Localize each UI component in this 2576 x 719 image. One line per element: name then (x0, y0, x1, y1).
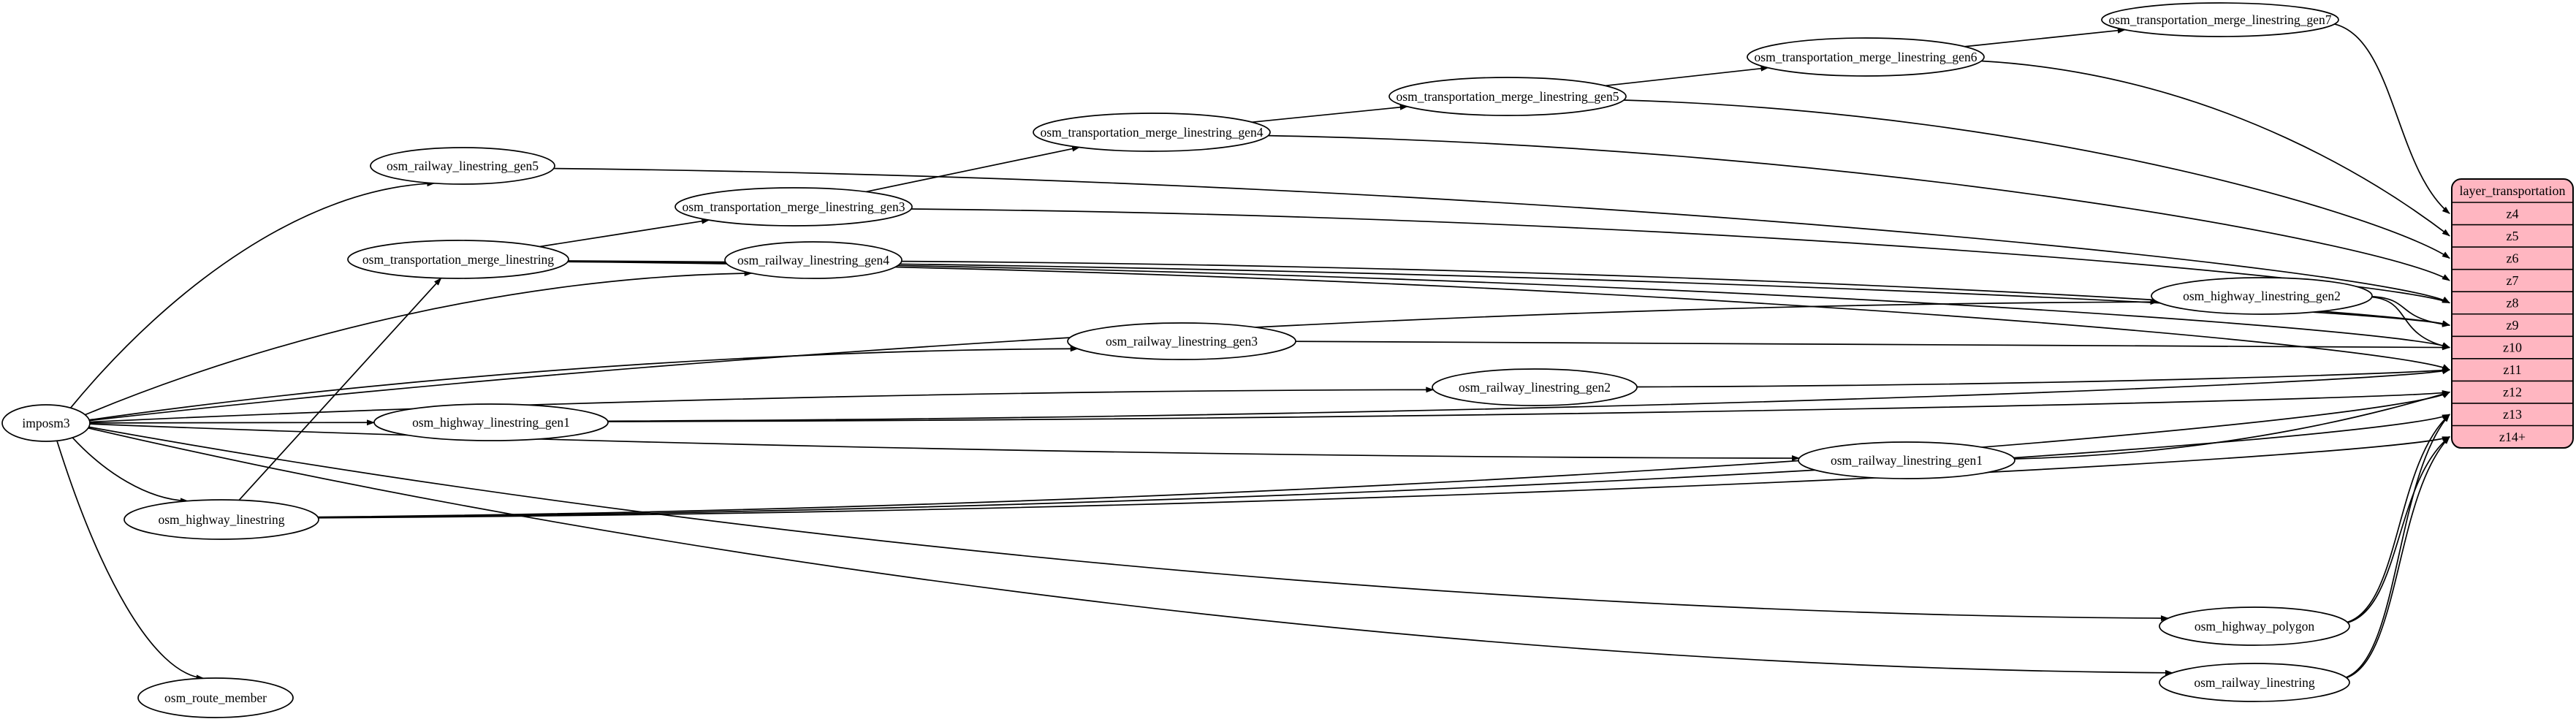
table-node-imposm3 (2, 405, 90, 441)
table-node-osm_railway_linestring_gen5 (371, 148, 555, 184)
edge-osm_transportation_merge_linestring_gen5-to-z6 (1624, 100, 2450, 258)
node-label-osm_railway_linestring_gen1: osm_railway_linestring_gen1 (1830, 453, 1983, 468)
edge-osm_railway_linestring_gen2-to-z11 (1637, 370, 2450, 387)
node-label-osm_transportation_merge_linestring_gen3: osm_transportation_merge_linestring_gen3 (682, 199, 905, 214)
table-node-osm_railway_linestring_gen2 (1432, 369, 1637, 406)
nodes-layer (2, 3, 2372, 718)
node-label-osm_highway_linestring_gen2: osm_highway_linestring_gen2 (2183, 289, 2341, 303)
node-label-osm_route_member: osm_route_member (164, 691, 267, 705)
table-node-osm_transportation_merge_linestring_gen5 (1389, 77, 1626, 115)
edge-osm_transportation_merge_linestring_gen5-to-osm_transportation_merge_linestring_gen6 (1606, 68, 1768, 86)
table-node-osm_transportation_merge_linestring_gen3 (675, 188, 912, 226)
node-label-osm_railway_linestring_gen4: osm_railway_linestring_gen4 (737, 253, 890, 267)
edge-osm_transportation_merge_linestring_gen6-to-osm_transportation_merge_linestring_gen7 (1965, 30, 2125, 47)
table-node-osm_railway_linestring_gen3 (1068, 323, 1296, 360)
edge-osm_highway_polygon-to-z13 (2347, 414, 2450, 622)
node-label-osm_railway_linestring_gen2: osm_railway_linestring_gen2 (1458, 380, 1611, 395)
table-node-osm_highway_linestring_gen1 (374, 404, 608, 441)
layer-table-title: layer_transportation (2459, 183, 2566, 198)
table-node-osm_transportation_merge_linestring_gen7 (2102, 3, 2338, 37)
table-node-osm_highway_polygon (2159, 607, 2349, 645)
edge-osm_transportation_merge_linestring_gen4-to-z7 (1268, 136, 2450, 281)
edge-osm_railway_linestring_gen1-to-z12 (2015, 392, 2450, 459)
table-node-osm_railway_linestring (2159, 663, 2349, 701)
table-node-osm_route_member (138, 678, 293, 718)
node-label-osm_transportation_merge_linestring: osm_transportation_merge_linestring (362, 252, 555, 267)
edge-osm_highway_linestring_gen2-to-z9 (2372, 297, 2450, 325)
table-node-osm_railway_linestring_gen4 (725, 242, 902, 278)
edge-osm_transportation_merge_linestring-to-osm_transportation_merge_linestring_gen3 (540, 220, 710, 246)
edge-osm_transportation_merge_linestring_gen3-to-osm_transportation_merge_linestring_gen4 (866, 148, 1079, 192)
node-label-osm_transportation_merge_linestring_gen5: osm_transportation_merge_linestring_gen5 (1396, 89, 1619, 104)
edge-osm_transportation_merge_linestring_gen7-to-z4 (2335, 24, 2450, 213)
edge-imposm3-to-osm_highway_linestring_gen1 (90, 422, 374, 423)
table-node-osm_transportation_merge_linestring_gen4 (1033, 113, 1270, 151)
zoom-row-z5: z5 (2506, 228, 2519, 243)
node-label-osm_transportation_merge_linestring_gen7: osm_transportation_merge_linestring_gen7 (2108, 12, 2332, 27)
zoom-row-z14+: z14+ (2499, 429, 2526, 444)
zoom-row-z9: z9 (2506, 318, 2519, 333)
node-label-osm_highway_linestring: osm_highway_linestring (158, 512, 285, 527)
table-node-osm_highway_linestring (124, 500, 319, 539)
edge-imposm3-to-osm_highway_linestring_gen2 (89, 302, 2157, 420)
zoom-row-z7: z7 (2506, 273, 2519, 288)
table-node-osm_transportation_merge_linestring (348, 240, 569, 278)
zoom-row-z4: z4 (2506, 206, 2519, 221)
edge-imposm3-to-osm_railway_linestring_gen1 (90, 424, 1799, 458)
zoom-row-z6: z6 (2506, 251, 2519, 266)
zoom-row-z12: z12 (2503, 384, 2522, 400)
node-label-osm_highway_polygon: osm_highway_polygon (2194, 619, 2315, 634)
table-node-osm_railway_linestring_gen1 (1798, 442, 2015, 479)
zoom-row-z13: z13 (2503, 407, 2522, 422)
node-label-osm_highway_linestring_gen1: osm_highway_linestring_gen1 (412, 415, 570, 430)
node-label-osm_transportation_merge_linestring_gen4: osm_transportation_merge_linestring_gen4 (1040, 125, 1264, 140)
node-label-imposm3: imposm3 (22, 416, 70, 430)
table-layer (2452, 179, 2573, 448)
node-label-osm_railway_linestring_gen3: osm_railway_linestring_gen3 (1105, 334, 1258, 349)
edge-osm_highway_linestring-to-osm_transportation_merge_linestring (239, 278, 441, 501)
node-label-osm_railway_linestring: osm_railway_linestring (2194, 675, 2315, 690)
node-label-osm_transportation_merge_linestring_gen6: osm_transportation_merge_linestring_gen6 (1754, 50, 1977, 64)
edge-imposm3-to-osm_railway_linestring_gen4 (85, 273, 751, 415)
node-label-osm_railway_linestring_gen5: osm_railway_linestring_gen5 (386, 159, 539, 173)
edge-imposm3-to-osm_route_member (57, 441, 204, 678)
zoom-row-z11: z11 (2503, 362, 2522, 378)
edge-imposm3-to-osm_railway_linestring_gen5 (71, 183, 435, 408)
table-node-osm_transportation_merge_linestring_gen6 (1747, 38, 1984, 76)
edge-osm_transportation_merge_linestring_gen4-to-osm_transportation_merge_linestring_gen5 (1252, 107, 1407, 122)
zoom-row-z10: z10 (2503, 340, 2522, 355)
edge-osm_highway_linestring-to-z13 (318, 414, 2450, 517)
zoom-row-z8: z8 (2506, 295, 2519, 311)
edge-osm_transportation_merge_linestring_gen6-to-z5 (1981, 61, 2450, 236)
table-node-osm_highway_linestring_gen2 (2151, 278, 2372, 314)
